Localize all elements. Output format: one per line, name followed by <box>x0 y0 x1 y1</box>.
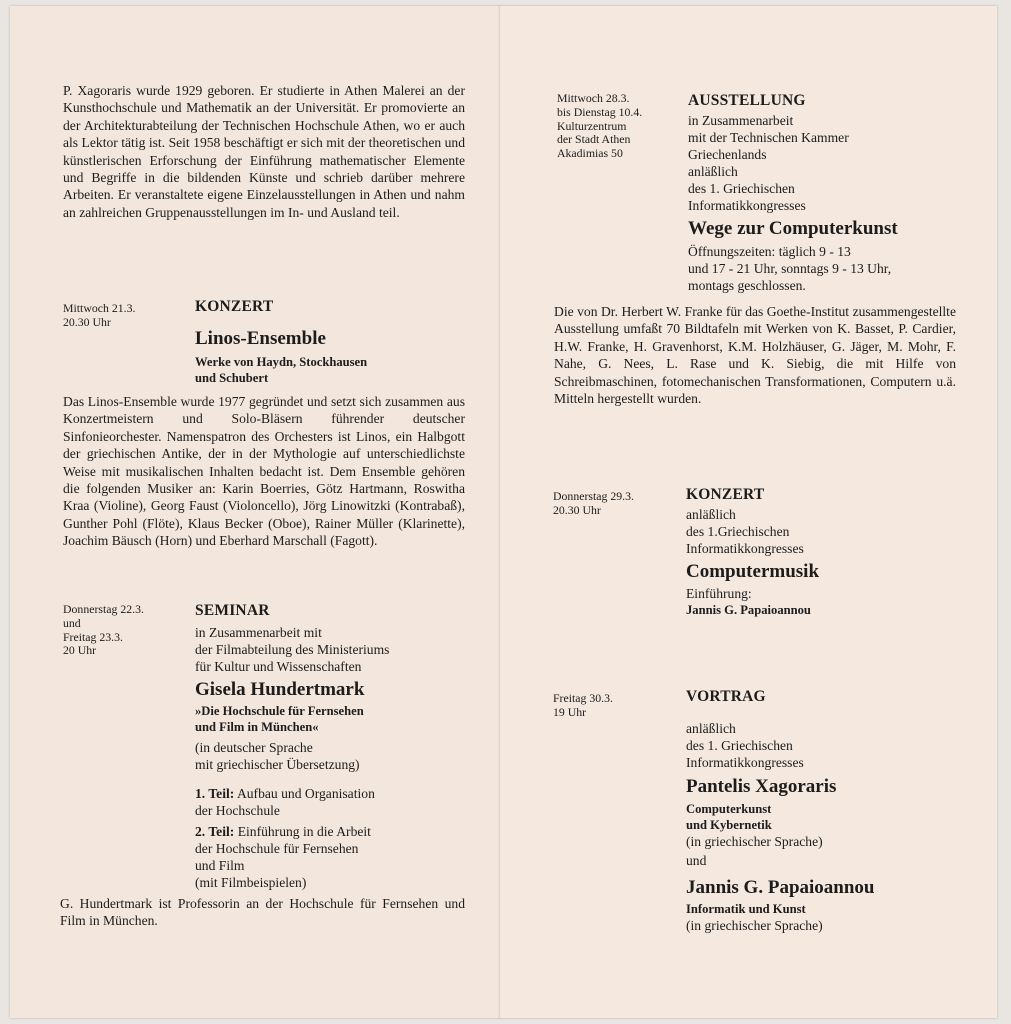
event-subtitle: Werke von Haydn, Stockhausen und Schubert <box>195 355 368 385</box>
opening-hours: Öffnungszeiten: täglich 9 - 13 und 17 - 21 Uhr, sonntags 9 - 13 Uhr, montags geschlossen. <box>688 244 892 293</box>
seminar-date: Donnerstag 22.3. und Freitag 23.3. 20 Uhr <box>63 602 144 658</box>
konzert-paragraph: Das Linos-Ensemble wurde 1977 gegründet und setzt sich zusammen aus Konzertmeistern und Solo-Bläsern führender deutscher Sinfonieorchester. Namenspatron des Orchesters ist Linos, ein Halbgott der griechischen Antike, der in der Mythologie auf unterschiedlichste Weise mit musikalischen Inhalten bedacht ist. Dem Ensemble gehören die folgenden Musiker an: Karin Boerries, Götz Hartmann, Roswitha Kraa (Violine), Georg Faust (Violoncello), Jörg Linowitzki (Kontrabaß), Gunther Pohl (Flöte), Klaus Becker (Oboe), Rainer Müller (Klarinette), Joachim Bäusch (Horn) und Eberhard Marschall (Fagott). <box>63 394 465 549</box>
speaker-1-topic: Computerkunst und Kybernetik <box>686 802 772 832</box>
section-kicker: SEMINAR <box>195 602 270 619</box>
speaker-1: Pantelis Xagoraris <box>686 776 837 797</box>
and-text: und <box>686 853 707 868</box>
vortrag-block <box>686 688 976 934</box>
konzert2-date: Donnerstag 29.3. 20.30 Uhr <box>553 489 634 517</box>
seminar-part-1: 1. Teil: Aufbau und Organisation der Hochschule <box>195 786 375 818</box>
seminar-lines: in Zusammenarbeit mit der Filmabteilung des Ministeriums für Kultur und Wissenschaften <box>195 625 390 674</box>
seminar-part-2: 2. Teil: Einführung in die Arbeit der Hochschule für Fernsehen und Film (mit Filmbeispielen) <box>195 824 371 890</box>
section-kicker: KONZERT <box>686 486 765 503</box>
speaker-2-topic: Informatik und Kunst <box>686 902 806 916</box>
speaker-1-language: (in griechischer Sprache) <box>686 834 823 849</box>
konzert2-block <box>686 486 976 618</box>
konzert2-lines: anläßlich des 1.Griechischen Informatikkongresses <box>686 507 804 556</box>
event-subtitle: »Die Hochschule für Fernsehen und Film in München« <box>195 704 364 734</box>
seminar-footer: G. Hundertmark ist Professorin an der Hochschule für Fernsehen und Film in München. <box>60 896 465 929</box>
event-title: Linos-Ensemble <box>195 328 326 349</box>
section-kicker: KONZERT <box>195 298 274 315</box>
event-title: Computermusik <box>686 561 820 582</box>
ausstellung-lines: in Zusammenarbeit mit der Technischen Kammer Griechenlands anläßlich des 1. Griechischen Informatikkongresses <box>688 113 849 213</box>
ausstellung-paragraph: Die von Dr. Herbert W. Franke für das Goethe-Institut zusammengestellte Ausstellung umfaßt 70 Bildtafeln mit Werken von K. Basset, P. Cardier, H.W. Franke, H. Gravenhorst, K.M. Holzhäuser, G. Jäger, M. Mohr, F. Nahe, G. Nees, L. Rase und K. Siebig, die mit Hilfe von Schreibmaschinen, fotomechanischen Transformationen, Computern u.ä. Mitteln hergestellt wurden. <box>554 304 956 407</box>
right-page <box>500 6 997 1018</box>
ausstellung-date: Mittwoch 28.3. bis Dienstag 10.4. Kulturzentrum der Stadt Athen Akadimias 50 <box>557 91 643 161</box>
seminar-language: (in deutscher Sprache mit griechischer Übersetzung) <box>195 740 360 772</box>
speaker-2-language: (in griechischer Sprache) <box>686 918 823 933</box>
konzert-date: Mittwoch 21.3. 20.30 Uhr <box>63 301 136 329</box>
section-kicker: AUSSTELLUNG <box>688 92 806 109</box>
speaker-2: Jannis G. Papaioannou <box>686 877 875 898</box>
seminar-block <box>195 602 475 891</box>
konzert2-intro: Einführung: <box>686 586 752 601</box>
section-kicker: VORTRAG <box>686 688 766 705</box>
vortrag-lines: anläßlich des 1. Griechischen Informatikkongresses <box>686 721 804 770</box>
vortrag-date: Freitag 30.3. 19 Uhr <box>553 691 613 719</box>
bio-paragraph: P. Xagoraris wurde 1929 geboren. Er studierte in Athen Malerei an der Kunsthochschule und Mathematik an der Universität. Er promovierte an der Architekturabteilung der Technischen Hochschule Athen, wo er auch als Lektor tätig ist. Seit 1958 beschäftigt er sich mit der theoretischen und künstlerischen Erforschung der Einführung mathematischer Elemente und Begriffe in die bildenden Künste und schrieb darüber mehrere Arbeiten. Er veranstaltete eigene Einzelausstellungen in Athen und nahm an zahlreichen Gruppenausstellungen im In- und Ausland teil. <box>63 83 465 220</box>
konzert-header <box>195 298 475 386</box>
event-title: Wege zur Computerkunst <box>688 218 898 239</box>
ausstellung-block <box>688 92 983 294</box>
left-page <box>10 6 501 1018</box>
konzert2-speaker: Jannis G. Papaioannou <box>686 603 811 617</box>
event-title: Gisela Hundertmark <box>195 679 365 700</box>
